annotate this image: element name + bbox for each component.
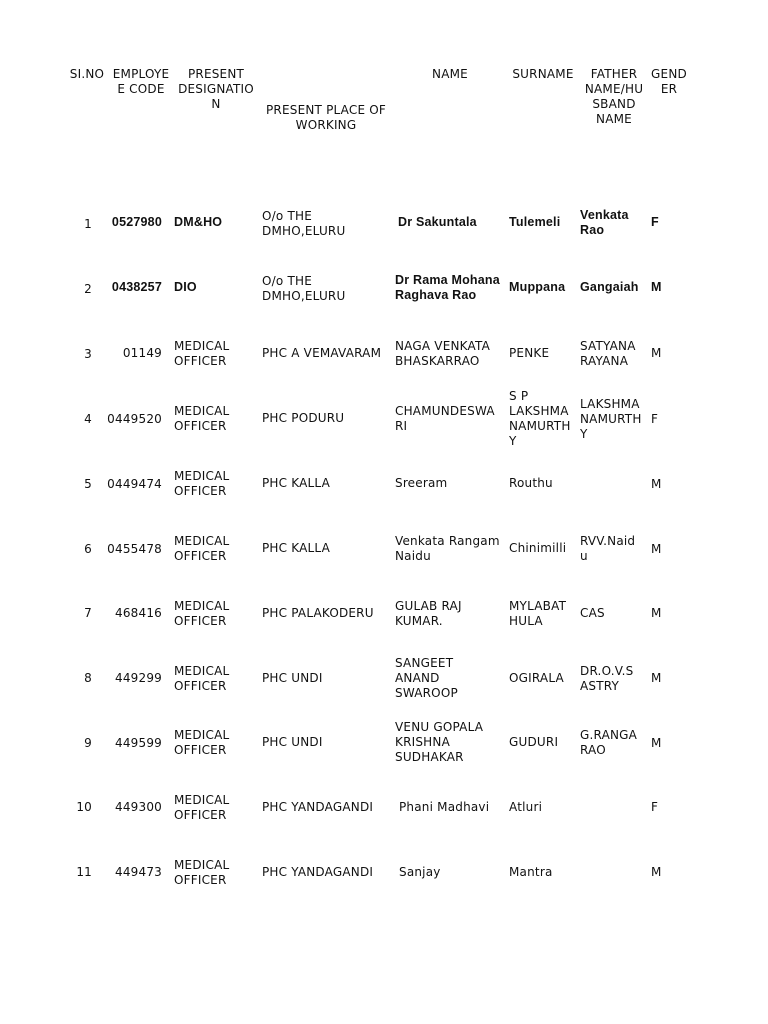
table-cell-father-name: Gangaiah bbox=[580, 280, 639, 294]
table-cell-place-of-working: PHC YANDAGANDI bbox=[262, 800, 374, 814]
table-cell-gender: F bbox=[651, 800, 659, 814]
table-cell-designation: MEDICAL OFFICER bbox=[174, 664, 230, 693]
table-cell-name: Dr Rama Mohana Raghava Rao bbox=[395, 273, 500, 302]
table-cell-sl: 6 bbox=[84, 542, 92, 556]
table-cell-name: GULAB RAJ KUMAR. bbox=[395, 599, 462, 628]
table-cell-name: CHAMUNDESWA RI bbox=[395, 404, 495, 433]
table-cell-designation: MEDICAL OFFICER bbox=[174, 469, 230, 498]
header-employee-code: EMPLOYE E CODE bbox=[112, 67, 170, 96]
header-surname: SURNAME bbox=[512, 67, 574, 81]
table-cell-designation: DM&HO bbox=[174, 215, 223, 229]
table-cell-surname: Chinimilli bbox=[509, 541, 567, 555]
table-cell-employee-code: 01149 bbox=[122, 346, 162, 360]
table-cell-father-name: SATYANA RAYANA bbox=[580, 339, 636, 368]
table-cell-place-of-working: PHC YANDAGANDI bbox=[262, 865, 374, 879]
header-name: NAME bbox=[432, 67, 468, 81]
table-cell-designation: MEDICAL OFFICER bbox=[174, 728, 230, 757]
table-cell-gender: F bbox=[651, 215, 659, 229]
table-cell-designation: MEDICAL OFFICER bbox=[174, 599, 230, 628]
table-cell-surname: MYLABAT HULA bbox=[509, 599, 567, 628]
table-cell-sl: 4 bbox=[84, 412, 92, 426]
table-cell-surname: Muppana bbox=[509, 280, 566, 294]
table-cell-employee-code: 0455478 bbox=[107, 542, 162, 556]
table-cell-gender: M bbox=[651, 346, 662, 360]
table-cell-surname: Tulemeli bbox=[509, 215, 561, 229]
table-cell-designation: MEDICAL OFFICER bbox=[174, 404, 230, 433]
table-cell-father-name: CAS bbox=[580, 606, 605, 620]
table-cell-gender: F bbox=[651, 412, 659, 426]
table-cell-designation: DIO bbox=[174, 280, 197, 294]
table-cell-place-of-working: PHC PODURU bbox=[262, 411, 345, 425]
table-cell-father-name: RVV.Naid u bbox=[580, 534, 636, 563]
header-father-husband-name: FATHER NAME/HU SBAND NAME bbox=[584, 67, 644, 126]
table-cell-place-of-working: PHC UNDI bbox=[262, 735, 323, 749]
table-cell-gender: M bbox=[651, 865, 662, 879]
table-cell-employee-code: 449473 bbox=[114, 865, 162, 879]
table-cell-father-name: Venkata Rao bbox=[580, 208, 629, 237]
table-cell-employee-code: 0449474 bbox=[107, 477, 162, 491]
table-cell-designation: MEDICAL OFFICER bbox=[174, 793, 230, 822]
table-cell-surname: PENKE bbox=[509, 346, 550, 360]
table-cell-gender: M bbox=[651, 477, 662, 491]
table-cell-place-of-working: O/o THE DMHO,ELURU bbox=[262, 209, 346, 238]
table-cell-place-of-working: PHC PALAKODERU bbox=[262, 606, 374, 620]
header-gender: GEND ER bbox=[651, 67, 687, 96]
table-cell-sl: 10 bbox=[76, 800, 92, 814]
header-sl-no: SI.NO bbox=[69, 67, 105, 81]
header-present-place-of-working: PRESENT PLACE OF WORKING bbox=[266, 103, 386, 132]
table-cell-sl: 1 bbox=[84, 217, 92, 231]
table-cell-designation: MEDICAL OFFICER bbox=[174, 339, 230, 368]
table-cell-father-name: LAKSHMA NAMURTH Y bbox=[580, 397, 642, 441]
table-cell-place-of-working: O/o THE DMHO,ELURU bbox=[262, 274, 346, 303]
table-cell-surname: OGIRALA bbox=[509, 671, 564, 685]
table-cell-father-name: G.RANGA RAO bbox=[580, 728, 638, 757]
table-cell-employee-code: 449599 bbox=[114, 736, 162, 750]
table-cell-surname: GUDURI bbox=[509, 735, 559, 749]
table-cell-name: Dr Sakuntala bbox=[398, 215, 477, 229]
table-cell-name: Phani Madhavi bbox=[399, 800, 490, 814]
table-cell-surname: Mantra bbox=[509, 865, 553, 879]
table-cell-surname: S P LAKSHMA NAMURTH Y bbox=[509, 389, 571, 448]
table-cell-employee-code: 0527980 bbox=[111, 215, 162, 229]
table-cell-employee-code: 449299 bbox=[114, 671, 162, 685]
table-cell-place-of-working: PHC KALLA bbox=[262, 541, 330, 555]
table-cell-gender: M bbox=[651, 671, 662, 685]
table-cell-designation: MEDICAL OFFICER bbox=[174, 858, 230, 887]
table-cell-gender: M bbox=[651, 542, 662, 556]
table-cell-father-name: DR.O.V.S ASTRY bbox=[580, 664, 634, 693]
table-cell-name: Sreeram bbox=[395, 476, 448, 490]
table-cell-place-of-working: PHC UNDI bbox=[262, 671, 323, 685]
table-cell-sl: 9 bbox=[84, 736, 92, 750]
table-cell-place-of-working: PHC A VEMAVARAM bbox=[262, 346, 382, 360]
table-cell-name: VENU GOPALA KRISHNA SUDHAKAR bbox=[395, 720, 484, 764]
table-cell-employee-code: 449300 bbox=[114, 800, 162, 814]
table-cell-name: Sanjay bbox=[399, 865, 441, 879]
table-cell-employee-code: 0449520 bbox=[107, 412, 162, 426]
table-cell-name: SANGEET ANAND SWAROOP bbox=[395, 656, 458, 700]
table-cell-place-of-working: PHC KALLA bbox=[262, 476, 330, 490]
table-cell-sl: 7 bbox=[84, 606, 92, 620]
table-cell-designation: MEDICAL OFFICER bbox=[174, 534, 230, 563]
table-cell-name: Venkata Rangam Naidu bbox=[395, 534, 500, 563]
table-cell-gender: M bbox=[651, 280, 662, 294]
table-cell-employee-code: 468416 bbox=[114, 606, 162, 620]
table-cell-name: NAGA VENKATA BHASKARRAO bbox=[395, 339, 491, 368]
table-cell-sl: 11 bbox=[76, 865, 92, 879]
table-cell-sl: 2 bbox=[84, 282, 92, 296]
header-present-designation: PRESENT DESIGNATIO N bbox=[178, 67, 254, 111]
table-cell-gender: M bbox=[651, 606, 662, 620]
table-cell-gender: M bbox=[651, 736, 662, 750]
table-cell-sl: 8 bbox=[84, 671, 92, 685]
table-cell-surname: Routhu bbox=[509, 476, 553, 490]
table-cell-surname: Atluri bbox=[509, 800, 543, 814]
table-cell-sl: 5 bbox=[84, 477, 92, 491]
table-cell-employee-code: 0438257 bbox=[111, 280, 162, 294]
table-cell-sl: 3 bbox=[84, 347, 92, 361]
